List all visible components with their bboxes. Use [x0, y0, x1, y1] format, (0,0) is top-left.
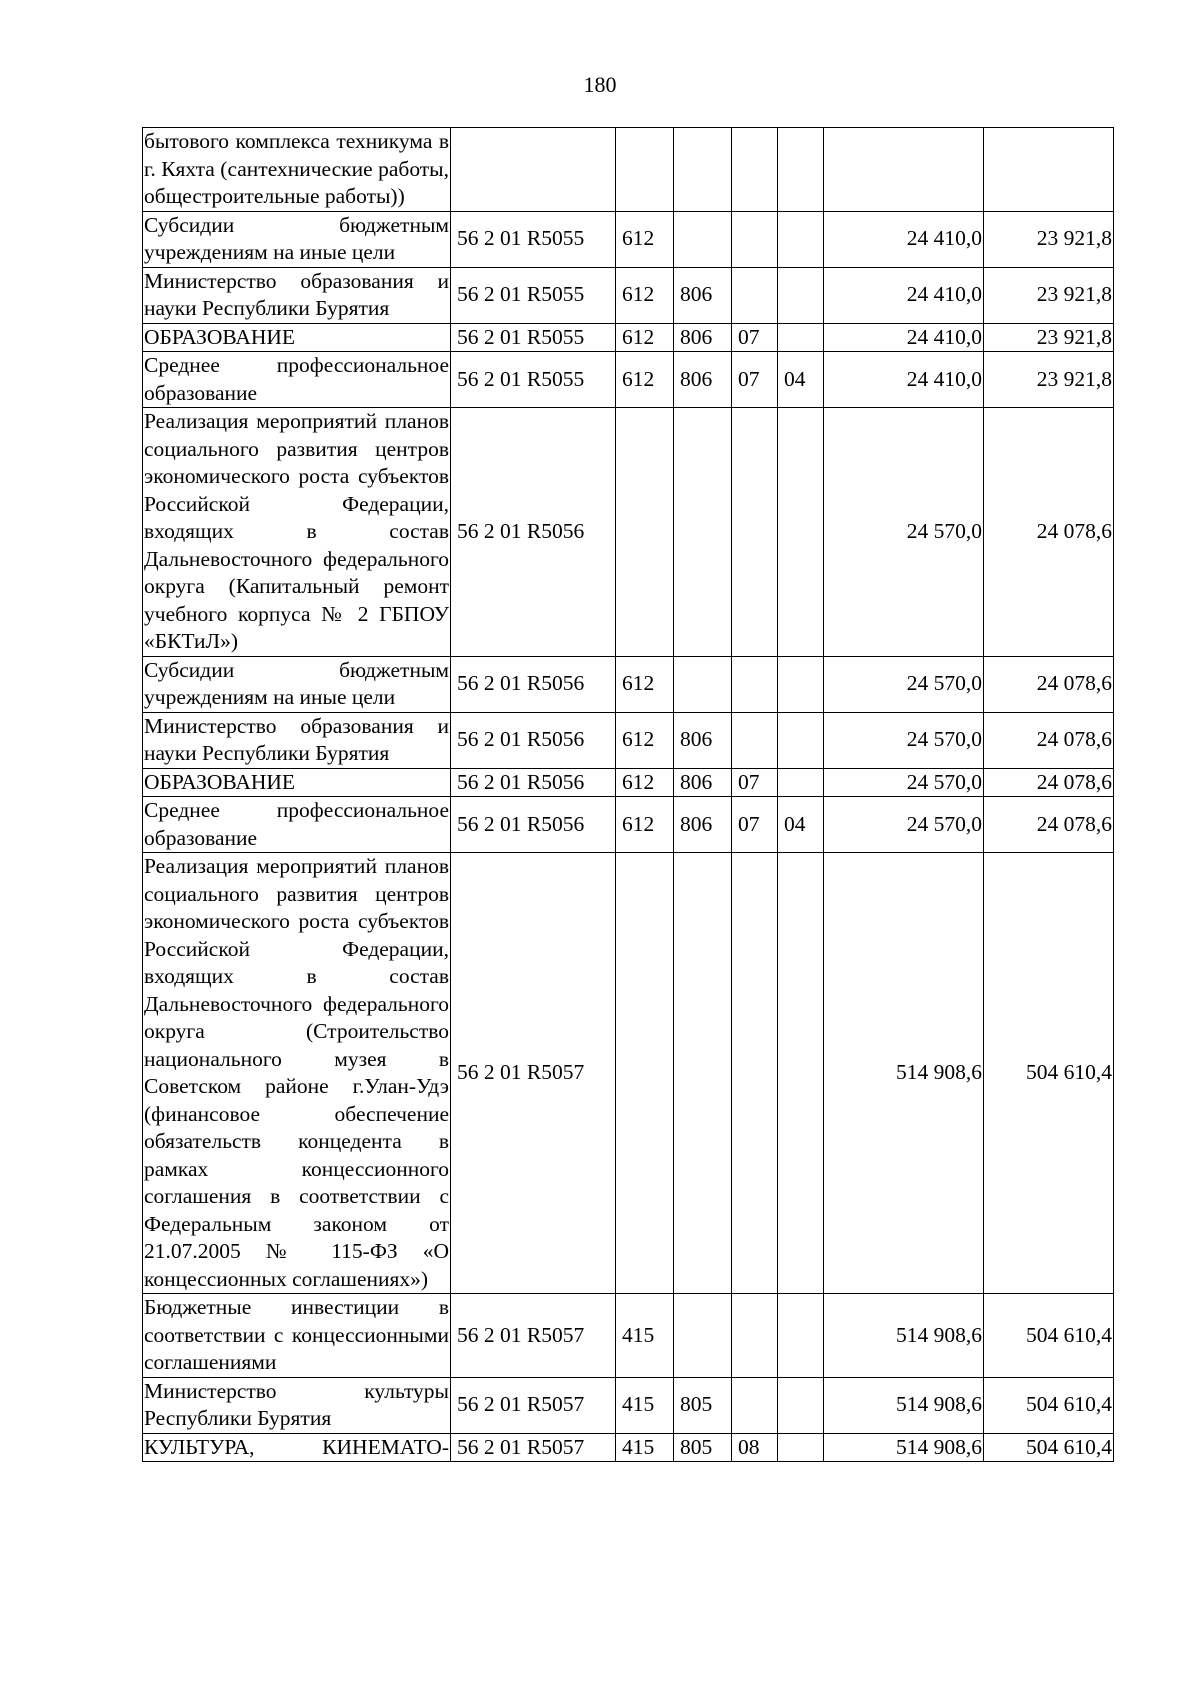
target-article-code: 56 2 01 R5055: [451, 323, 616, 352]
amount-year-2: 504 610,4: [984, 853, 1114, 1294]
row-name: Среднее профессиональное образование: [143, 352, 451, 408]
target-article-code: 56 2 01 R5055: [451, 267, 616, 323]
ministry-code: 806: [674, 712, 732, 768]
section-code: 07: [732, 323, 778, 352]
target-article-code: 56 2 01 R5056: [451, 797, 616, 853]
subsection-code: [778, 211, 824, 267]
ministry-code: [674, 853, 732, 1294]
table-row: [143, 352, 1114, 408]
target-article-code: 56 2 01 R5057: [451, 1377, 616, 1433]
expense-type-code: 612: [616, 656, 674, 712]
target-article-code: 56 2 01 R5057: [451, 1433, 616, 1462]
table-row: [143, 128, 1114, 212]
ministry-code: 806: [674, 267, 732, 323]
row-name: Реализация мероприятий планов социального развития центров экономического роста субъектов Российской Федерации, входящих в состав Дальневосточного федерального округа (Капитальный ремонт учебного корпуса № 2 ГБПОУ «БКТиЛ»): [143, 408, 451, 657]
amount-year-2: 504 610,4: [984, 1377, 1114, 1433]
amount-year-1: 24 410,0: [824, 211, 984, 267]
amount-year-1: 24 570,0: [824, 408, 984, 657]
subsection-code: [778, 323, 824, 352]
table-row: [143, 768, 1114, 797]
row-name: КУЛЬТУРА, КИНЕМАТО-: [143, 1433, 451, 1462]
amount-year-1: 24 410,0: [824, 352, 984, 408]
ministry-code: [674, 408, 732, 657]
row-name: бытового комплекса техникума в г. Кяхта (сантехнические работы, общестроительные работы)): [143, 128, 451, 212]
subsection-code: 04: [778, 352, 824, 408]
row-name: Бюджетные инвестиции в соответствии с концессионными соглашениями: [143, 1294, 451, 1378]
row-name: Субсидии бюджетным учреждениям на иные цели: [143, 211, 451, 267]
section-code: [732, 656, 778, 712]
expense-type-code: 612: [616, 797, 674, 853]
table-row: [143, 656, 1114, 712]
amount-year-1: [824, 128, 984, 212]
section-code: [732, 712, 778, 768]
row-name: ОБРАЗОВАНИЕ: [143, 323, 451, 352]
expense-type-code: [616, 128, 674, 212]
target-article-code: 56 2 01 R5055: [451, 211, 616, 267]
section-code: [732, 211, 778, 267]
amount-year-1: 24 570,0: [824, 768, 984, 797]
section-code: [732, 853, 778, 1294]
amount-year-2: 24 078,6: [984, 656, 1114, 712]
subsection-code: [778, 1294, 824, 1378]
amount-year-2: 23 921,8: [984, 352, 1114, 408]
ministry-code: 805: [674, 1377, 732, 1433]
expense-type-code: 612: [616, 323, 674, 352]
ministry-code: 806: [674, 352, 732, 408]
section-code: 08: [732, 1433, 778, 1462]
section-code: 07: [732, 797, 778, 853]
row-name: Министерство образования и науки Республики Бурятия: [143, 712, 451, 768]
amount-year-1: 24 570,0: [824, 712, 984, 768]
section-code: 07: [732, 768, 778, 797]
target-article-code: 56 2 01 R5055: [451, 352, 616, 408]
row-name: Среднее профессиональное образование: [143, 797, 451, 853]
expense-type-code: 415: [616, 1433, 674, 1462]
amount-year-1: 514 908,6: [824, 1433, 984, 1462]
expense-type-code: 612: [616, 267, 674, 323]
amount-year-1: 514 908,6: [824, 1294, 984, 1378]
subsection-code: 04: [778, 797, 824, 853]
target-article-code: 56 2 01 R5056: [451, 768, 616, 797]
amount-year-2: 504 610,4: [984, 1433, 1114, 1462]
amount-year-1: 24 410,0: [824, 323, 984, 352]
expense-type-code: 612: [616, 352, 674, 408]
ministry-code: [674, 656, 732, 712]
table-row: [143, 267, 1114, 323]
table-row: [143, 853, 1114, 1294]
expense-type-code: [616, 408, 674, 657]
row-name: ОБРАЗОВАНИЕ: [143, 768, 451, 797]
expense-type-code: 612: [616, 211, 674, 267]
amount-year-2: 23 921,8: [984, 211, 1114, 267]
section-code: [732, 267, 778, 323]
expense-type-code: 612: [616, 712, 674, 768]
amount-year-2: 24 078,6: [984, 408, 1114, 657]
table-row: [143, 408, 1114, 657]
amount-year-2: 24 078,6: [984, 712, 1114, 768]
target-article-code: 56 2 01 R5056: [451, 656, 616, 712]
amount-year-1: 24 570,0: [824, 656, 984, 712]
target-article-code: 56 2 01 R5056: [451, 712, 616, 768]
table-row: [143, 1433, 1114, 1462]
amount-year-1: 24 410,0: [824, 267, 984, 323]
table-row: [143, 1377, 1114, 1433]
subsection-code: [778, 853, 824, 1294]
ministry-code: 806: [674, 323, 732, 352]
row-name: Субсидии бюджетным учреждениям на иные цели: [143, 656, 451, 712]
table-row: [143, 323, 1114, 352]
target-article-code: 56 2 01 R5056: [451, 408, 616, 657]
amount-year-2: 23 921,8: [984, 267, 1114, 323]
subsection-code: [778, 1433, 824, 1462]
amount-year-1: 24 570,0: [824, 797, 984, 853]
table-row: [143, 211, 1114, 267]
subsection-code: [778, 656, 824, 712]
subsection-code: [778, 128, 824, 212]
target-article-code: 56 2 01 R5057: [451, 1294, 616, 1378]
subsection-code: [778, 267, 824, 323]
subsection-code: [778, 768, 824, 797]
amount-year-1: 514 908,6: [824, 853, 984, 1294]
ministry-code: 805: [674, 1433, 732, 1462]
section-code: [732, 128, 778, 212]
ministry-code: 806: [674, 797, 732, 853]
amount-year-1: 514 908,6: [824, 1377, 984, 1433]
row-name: Реализация мероприятий планов социального развития центров экономического роста субъектов Российской Федерации, входящих в состав Дальневосточного федерального округа (Строительство национального музея в Советском районе г.Улан-Удэ (финансовое обеспечение обязательств концедента в рамках концессионного соглашения в соответствии с Федеральным законом от 21.07.2005 № 115-ФЗ «О концессионных соглашениях»): [143, 853, 451, 1294]
section-code: 07: [732, 352, 778, 408]
amount-year-2: 23 921,8: [984, 323, 1114, 352]
ministry-code: 806: [674, 768, 732, 797]
budget-table: [142, 127, 1114, 1462]
subsection-code: [778, 712, 824, 768]
row-name: Министерство культуры Республики Бурятия: [143, 1377, 451, 1433]
target-article-code: 56 2 01 R5057: [451, 853, 616, 1294]
expense-type-code: [616, 853, 674, 1294]
amount-year-2: 504 610,4: [984, 1294, 1114, 1378]
table-row: [143, 712, 1114, 768]
subsection-code: [778, 408, 824, 657]
expense-type-code: 612: [616, 768, 674, 797]
amount-year-2: [984, 128, 1114, 212]
amount-year-2: 24 078,6: [984, 768, 1114, 797]
section-code: [732, 408, 778, 657]
expense-type-code: 415: [616, 1377, 674, 1433]
subsection-code: [778, 1377, 824, 1433]
ministry-code: [674, 1294, 732, 1378]
section-code: [732, 1294, 778, 1378]
table-row: [143, 1294, 1114, 1378]
target-article-code: [451, 128, 616, 212]
page-number: 180: [583, 72, 617, 97]
row-name: Министерство образования и науки Республики Бурятия: [143, 267, 451, 323]
table-row: [143, 797, 1114, 853]
expense-type-code: 415: [616, 1294, 674, 1378]
amount-year-2: 24 078,6: [984, 797, 1114, 853]
section-code: [732, 1377, 778, 1433]
ministry-code: [674, 211, 732, 267]
ministry-code: [674, 128, 732, 212]
